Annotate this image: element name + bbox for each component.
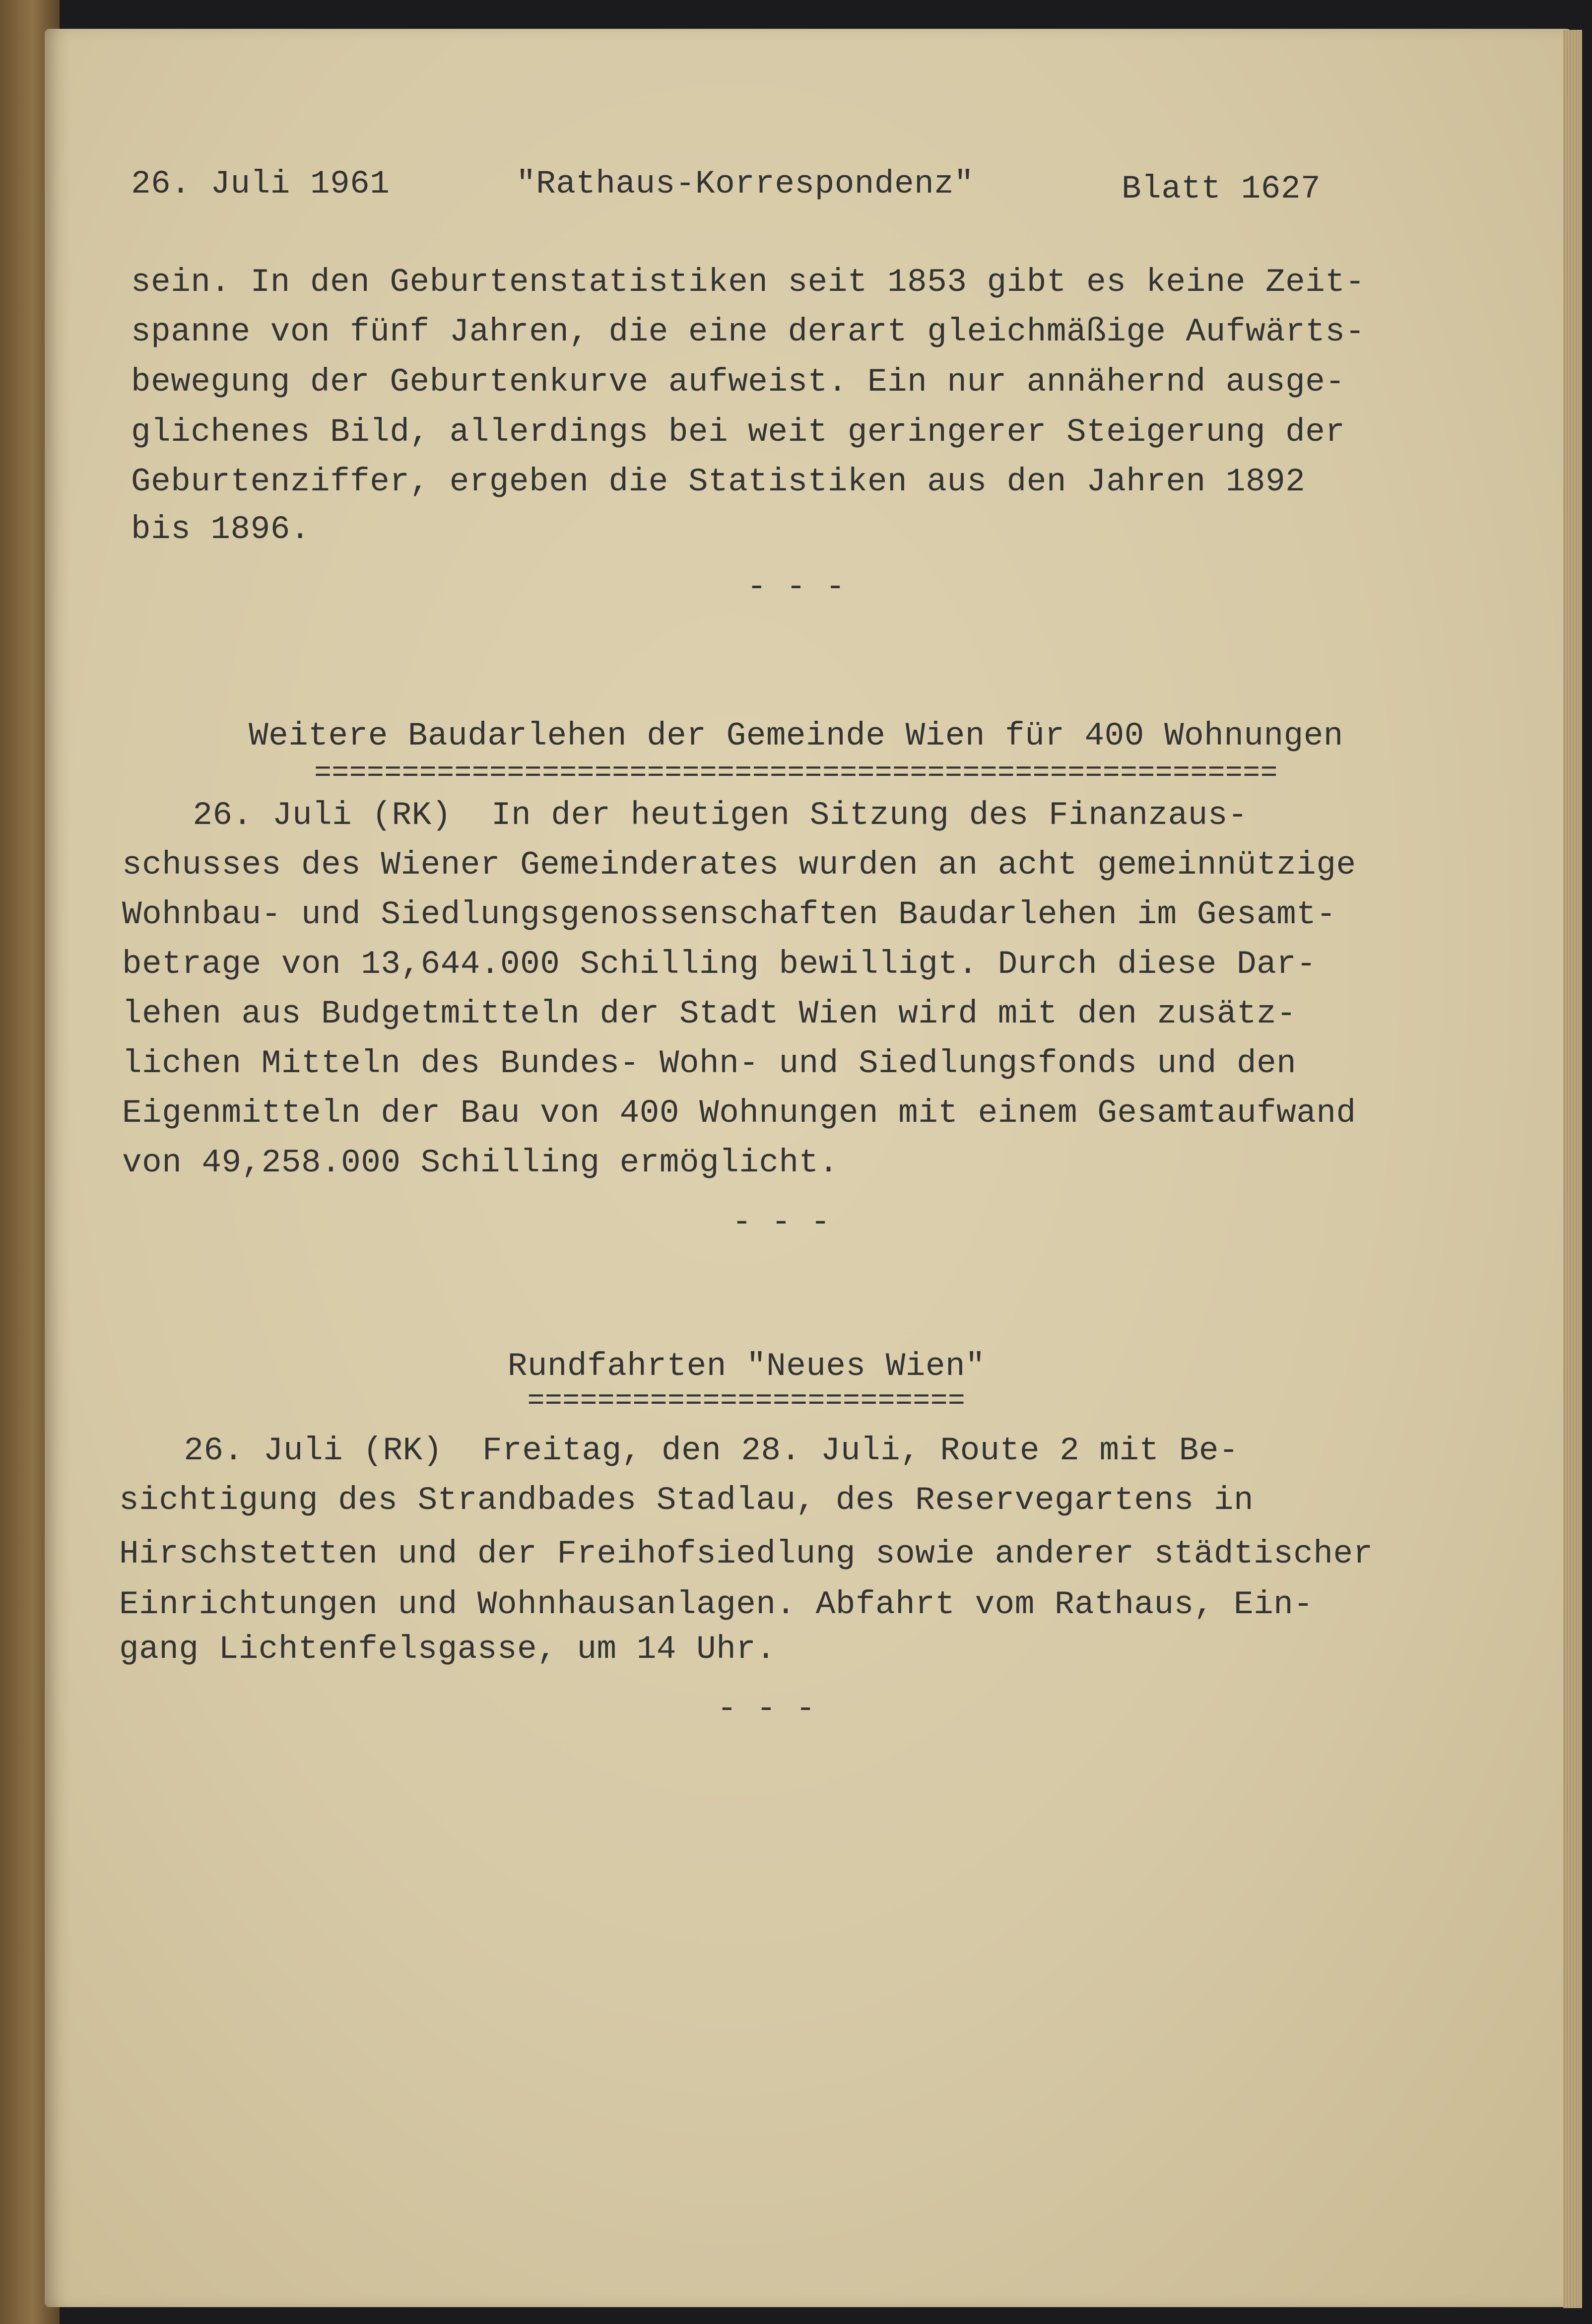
article1-title-underline: ======================================================= [314,757,1278,790]
intro-line: Geburtenziffer, ergeben die Statistiken aus den Jahren 1892 [131,463,1306,500]
intro-line: spanne von fünf Jahren, die eine derart gleichmäßige Aufwärts- [131,313,1365,350]
article1-line: Eigenmitteln der Bau von 400 Wohnungen mit einem Gesamtaufwand [122,1094,1356,1132]
article2-line: sichtigung des Strandbades Stadlau, des Reservegartens in [119,1482,1254,1519]
intro-line: glichenes Bild, allerdings bei weit geringerer Steigerung der [131,413,1345,451]
section-separator: - - - [731,1204,831,1241]
article1-line: betrage von 13,644.000 Schilling bewilligt. Durch diese Dar- [122,946,1317,983]
article2-line: gang Lichtenfelsgasse, um 14 Uhr. [119,1631,776,1668]
section-separator: - - - [717,1690,816,1727]
article1-line: lichen Mitteln des Bundes- Wohn- und Siedlungsfonds und den [122,1045,1297,1082]
article1-line: von 49,258.000 Schilling ermöglicht. [122,1144,839,1181]
header-publication: "Rathaus-Korrespondenz" [516,165,974,203]
header-sheet-number: Blatt 1627 [1122,170,1321,207]
header-date: 26. Juli 1961 [131,165,390,203]
section-separator: - - - [746,568,846,606]
article2-title: Rundfahrten "Neues Wien" [507,1348,986,1385]
intro-line: bewegung der Geburtenkurve aufweist. Ein nur annähernd ausge- [131,363,1345,401]
article1-line: lehen aus Budgetmitteln der Stadt Wien wird mit den zusätz- [122,995,1297,1032]
intro-line: bis 1896. [131,511,310,548]
article2-line: Einrichtungen und Wohnhausanlagen. Abfahrt vom Rathaus, Ein- [119,1586,1314,1623]
page-stack-edge [1563,30,1582,2308]
article1-line: 26. Juli (RK) In der heutigen Sitzung des Finanzaus- [113,797,1248,834]
article1-line: schusses des Wiener Gemeinderates wurden an acht gemeinnützige [122,846,1356,884]
article1-line: Wohnbau- und Siedlungsgenossenschaften Baudarlehen im Gesamt- [122,896,1336,933]
article2-line: 26. Juli (RK) Freitag, den 28. Juli, Route 2 mit Be- [104,1432,1239,1469]
article2-title-underline: ========================= [527,1385,966,1418]
intro-line: sein. In den Geburtenstatistiken seit 1853 gibt es keine Zeit- [131,264,1365,301]
article2-line: Hirschstetten und der Freihofsiedlung sowie anderer städtischer [119,1535,1373,1572]
article1-title: Weitere Baudarlehen der Gemeinde Wien für 400 Wohnungen [249,717,1343,754]
